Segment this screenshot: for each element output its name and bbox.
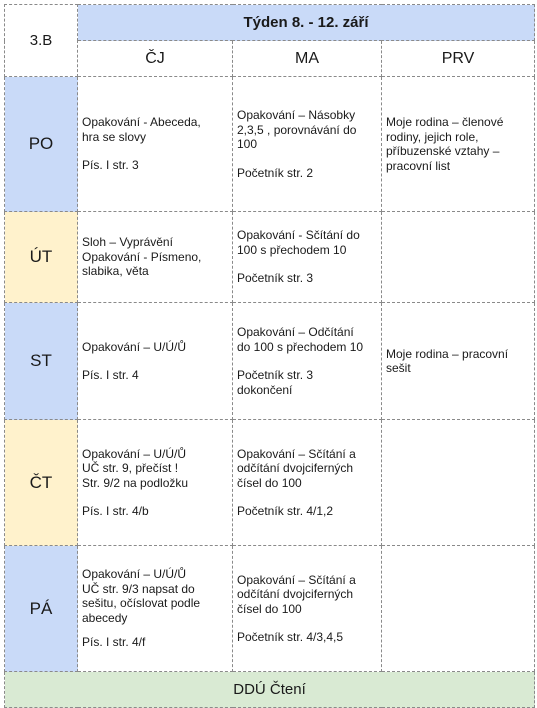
text-line: slabika, věta [82, 264, 149, 279]
cj-cell [78, 77, 233, 212]
weekly-plan-table [4, 4, 535, 708]
prv-cell [382, 546, 535, 672]
week-title: Týden 8. - 12. září [78, 5, 535, 41]
subject-row [5, 41, 535, 77]
day-label: ČT [5, 420, 78, 546]
prv-cell [382, 420, 535, 546]
subject-ma: MA [233, 41, 382, 77]
cj-cell [78, 420, 233, 546]
day-row-ct [5, 420, 535, 546]
text-line: Str. 9/2 na podložku [82, 475, 189, 490]
cj-cell [78, 546, 233, 672]
text-line: 2,3,5 , porovnávání do [237, 122, 357, 137]
cj-cell [78, 303, 233, 420]
class-name: 3.B [5, 5, 78, 77]
text-line: do 100 s přechodem 10 [237, 339, 364, 354]
text-line: Početník str. 2 [237, 165, 314, 180]
text-line: Sloh – Vyprávění [82, 235, 173, 250]
ma-cell [233, 77, 382, 212]
text-line: UČ str. 9/3 napsat do [82, 581, 195, 596]
ma-cell [233, 303, 382, 420]
text-line: Pís. I str. 4/f [82, 635, 146, 650]
text-line: čísel do 100 [237, 475, 302, 490]
subject-cj: ČJ [78, 41, 233, 77]
ma-cell [233, 212, 382, 303]
day-row-po [5, 77, 535, 212]
prv-cell [382, 212, 535, 303]
text-line: Opakování - Sčítání do [237, 228, 360, 243]
prv-cell [382, 77, 535, 212]
day-label: ÚT [5, 212, 78, 303]
text-line: rodiny, jejich role, [386, 129, 479, 144]
day-label: ST [5, 303, 78, 420]
cj-cell [78, 212, 233, 303]
text-line: sešitu, očíslovat podle [82, 596, 201, 611]
text-line: Početník str. 4/1,2 [237, 504, 334, 518]
text-line: Pís. I str. 4/b [82, 504, 149, 518]
text-line: hra se slovy [82, 129, 147, 144]
text-line: Opakování - Abeceda, [82, 115, 201, 130]
footer-text: DDÚ Čtení [5, 672, 535, 708]
text-line: Opakování – Odčítání [237, 325, 354, 339]
text-line: 100 [237, 137, 258, 151]
text-line: sešit [386, 361, 411, 375]
text-line: Početník str. 4/3,4,5 [237, 630, 344, 644]
text-line: Pís. I str. 3 [82, 158, 139, 173]
text-line: Opakování – U/Ú/Ů [82, 446, 187, 461]
text-line: abecedy [82, 610, 128, 625]
ma-cell [233, 420, 382, 546]
text-line: Opakování – U/Ú/Ů [82, 567, 187, 582]
text-line: Opakování – Násobky [237, 108, 356, 122]
day-row-ut [5, 212, 535, 303]
text-line: Početník str. 3 [237, 271, 314, 286]
text-line: UČ str. 9, přečíst ! [82, 461, 179, 475]
day-label: PO [5, 77, 78, 212]
footer-row [5, 672, 535, 708]
text-line: 100 s přechodem 10 [237, 242, 347, 257]
text-line: Opakování – Sčítání a [237, 572, 356, 587]
text-line: Moje rodina – členové [386, 115, 504, 129]
text-line: čísel do 100 [237, 601, 302, 616]
day-label: PÁ [5, 546, 78, 672]
text-line: pracovní list [386, 158, 451, 173]
title-row [5, 5, 535, 41]
text-line: Opakování - Písmeno, [82, 249, 202, 264]
text-line: odčítání dvojciferných [237, 461, 354, 475]
text-line: příbuzenské vztahy – [386, 144, 500, 158]
prv-cell [382, 303, 535, 420]
text-line: dokončení [237, 382, 293, 397]
day-row-st [5, 303, 535, 420]
subject-prv: PRV [382, 41, 535, 77]
text-line: Moje rodina – pracovní [386, 346, 509, 361]
text-line: odčítání dvojciferných [237, 587, 354, 601]
text-line: Početník str. 3 [237, 368, 314, 382]
text-line: Pís. I str. 4 [82, 368, 139, 382]
day-row-pa [5, 546, 535, 672]
text-line: Opakování – U/Ú/Ů [82, 339, 187, 354]
ma-cell [233, 546, 382, 672]
text-line: Opakování – Sčítání a [237, 446, 356, 461]
